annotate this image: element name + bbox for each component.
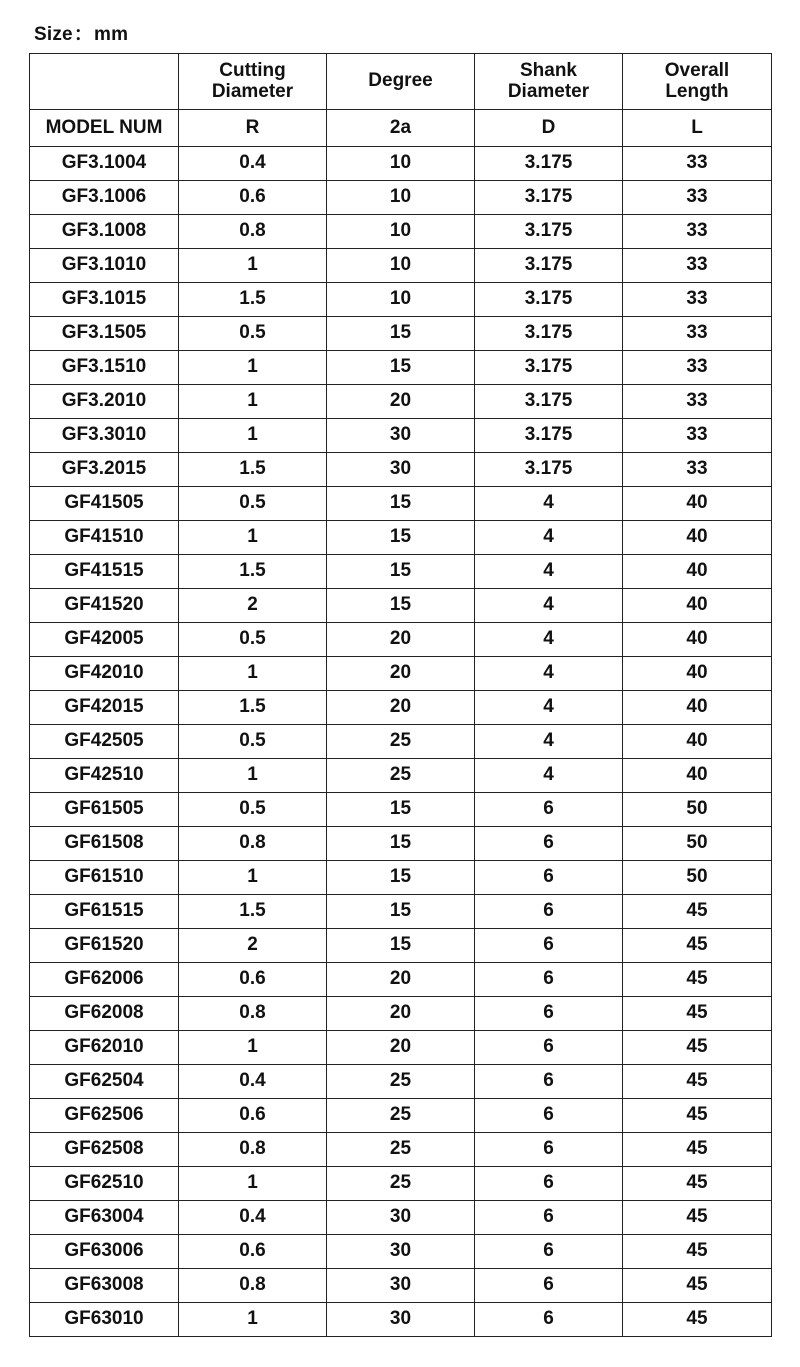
table-row	[30, 759, 772, 793]
cell-shank-diameter-column: 3.175	[475, 385, 623, 419]
cell-shank-diameter-column: 6	[475, 1167, 623, 1201]
cell-cutting-diameter-column: 0.4	[179, 147, 327, 181]
cell-degree-column: 15	[327, 895, 475, 929]
table-row	[30, 147, 772, 181]
cell-degree-column: 10	[327, 249, 475, 283]
cell-overall-length-column: 45	[623, 1269, 772, 1303]
cell-cutting-diameter-column: 0.5	[179, 725, 327, 759]
cell-shank-diameter-column: 3.175	[475, 283, 623, 317]
cell-overall-length-column: 40	[623, 589, 772, 623]
cell-degree-column: 20	[327, 963, 475, 997]
cell-cutting-diameter-column: 2	[179, 589, 327, 623]
cell-overall-length-column: 45	[623, 963, 772, 997]
cell-degree-column: 10	[327, 181, 475, 215]
cell-degree-column: 15	[327, 589, 475, 623]
cell-model-column: GF61510	[30, 861, 179, 895]
header-symbol-cutting-diameter-column: R	[179, 110, 327, 147]
cell-degree-column: 25	[327, 725, 475, 759]
specification-table	[29, 53, 772, 1337]
table-row	[30, 1269, 772, 1303]
table-row	[30, 827, 772, 861]
cell-degree-column: 25	[327, 759, 475, 793]
cell-overall-length-column: 40	[623, 657, 772, 691]
cell-model-column: GF41505	[30, 487, 179, 521]
table-row	[30, 487, 772, 521]
cell-shank-diameter-column: 6	[475, 793, 623, 827]
header-symbol-shank-diameter-column: D	[475, 110, 623, 147]
cell-shank-diameter-column: 6	[475, 963, 623, 997]
cell-degree-column: 30	[327, 1269, 475, 1303]
cell-cutting-diameter-column: 0.8	[179, 215, 327, 249]
cell-overall-length-column: 50	[623, 793, 772, 827]
cell-degree-column: 25	[327, 1065, 475, 1099]
cell-degree-column: 20	[327, 997, 475, 1031]
cell-degree-column: 20	[327, 1031, 475, 1065]
table-row	[30, 521, 772, 555]
cell-overall-length-column: 45	[623, 1099, 772, 1133]
cell-cutting-diameter-column: 0.5	[179, 623, 327, 657]
cell-shank-diameter-column: 6	[475, 1269, 623, 1303]
cell-degree-column: 25	[327, 1099, 475, 1133]
table-row	[30, 1303, 772, 1337]
cell-cutting-diameter-column: 1	[179, 351, 327, 385]
cell-model-column: GF41520	[30, 589, 179, 623]
cell-model-column: GF42005	[30, 623, 179, 657]
cell-degree-column: 20	[327, 657, 475, 691]
cell-shank-diameter-column: 4	[475, 589, 623, 623]
cell-model-column: GF3.2010	[30, 385, 179, 419]
cell-model-column: GF63010	[30, 1303, 179, 1337]
cell-overall-length-column: 33	[623, 283, 772, 317]
cell-overall-length-column: 33	[623, 215, 772, 249]
cell-cutting-diameter-column: 0.5	[179, 317, 327, 351]
table-row	[30, 861, 772, 895]
cell-cutting-diameter-column: 1.5	[179, 555, 327, 589]
cell-degree-column: 30	[327, 1235, 475, 1269]
cell-cutting-diameter-column: 0.4	[179, 1201, 327, 1235]
cell-model-column: GF41510	[30, 521, 179, 555]
table-row	[30, 895, 772, 929]
cell-shank-diameter-column: 6	[475, 1133, 623, 1167]
cell-degree-column: 20	[327, 691, 475, 725]
cell-degree-column: 25	[327, 1133, 475, 1167]
cell-degree-column: 15	[327, 793, 475, 827]
cell-degree-column: 25	[327, 1167, 475, 1201]
cell-overall-length-column: 40	[623, 623, 772, 657]
cell-overall-length-column: 33	[623, 317, 772, 351]
table-row	[30, 181, 772, 215]
cell-shank-diameter-column: 6	[475, 1235, 623, 1269]
cell-degree-column: 15	[327, 555, 475, 589]
cell-degree-column: 15	[327, 521, 475, 555]
cell-shank-diameter-column: 6	[475, 1201, 623, 1235]
table-row	[30, 249, 772, 283]
cell-cutting-diameter-column: 1	[179, 759, 327, 793]
cell-shank-diameter-column: 4	[475, 759, 623, 793]
table-row	[30, 215, 772, 249]
cell-cutting-diameter-column: 1	[179, 861, 327, 895]
cell-overall-length-column: 40	[623, 521, 772, 555]
header-label-degree-column: Degree	[327, 54, 475, 110]
cell-cutting-diameter-column: 0.6	[179, 1235, 327, 1269]
cell-overall-length-column: 40	[623, 691, 772, 725]
cell-cutting-diameter-column: 0.4	[179, 1065, 327, 1099]
cell-model-column: GF63004	[30, 1201, 179, 1235]
table-row	[30, 555, 772, 589]
cell-shank-diameter-column: 3.175	[475, 453, 623, 487]
cell-shank-diameter-column: 6	[475, 895, 623, 929]
cell-cutting-diameter-column: 1	[179, 249, 327, 283]
table-row	[30, 453, 772, 487]
size-unit: mm	[94, 24, 129, 45]
table-row	[30, 623, 772, 657]
cell-model-column: GF63008	[30, 1269, 179, 1303]
table-row	[30, 1099, 772, 1133]
table-row	[30, 657, 772, 691]
cell-overall-length-column: 33	[623, 249, 772, 283]
cell-shank-diameter-column: 6	[475, 1031, 623, 1065]
cell-shank-diameter-column: 6	[475, 1065, 623, 1099]
table-row	[30, 1065, 772, 1099]
cell-model-column: GF41515	[30, 555, 179, 589]
cell-degree-column: 10	[327, 215, 475, 249]
cell-overall-length-column: 45	[623, 929, 772, 963]
cell-degree-column: 10	[327, 283, 475, 317]
table-row	[30, 1235, 772, 1269]
cell-overall-length-column: 40	[623, 555, 772, 589]
cell-overall-length-column: 45	[623, 1031, 772, 1065]
header-row-symbols	[30, 110, 772, 147]
cell-cutting-diameter-column: 2	[179, 929, 327, 963]
table-row	[30, 283, 772, 317]
cell-cutting-diameter-column: 0.8	[179, 1133, 327, 1167]
cell-cutting-diameter-column: 1	[179, 385, 327, 419]
cell-model-column: GF42010	[30, 657, 179, 691]
cell-overall-length-column: 40	[623, 759, 772, 793]
cell-shank-diameter-column: 4	[475, 487, 623, 521]
header-label-overall-length-column: Overall Length	[623, 54, 772, 110]
cell-model-column: GF3.1015	[30, 283, 179, 317]
cell-overall-length-column: 50	[623, 861, 772, 895]
cell-model-column: GF3.2015	[30, 453, 179, 487]
cell-shank-diameter-column: 4	[475, 555, 623, 589]
cell-cutting-diameter-column: 0.5	[179, 487, 327, 521]
table-row	[30, 385, 772, 419]
cell-model-column: GF3.1010	[30, 249, 179, 283]
cell-cutting-diameter-column: 1	[179, 657, 327, 691]
cell-shank-diameter-column: 3.175	[475, 317, 623, 351]
header-symbol-model-column: MODEL NUM	[30, 110, 179, 147]
specification-table-body	[30, 54, 772, 1337]
cell-cutting-diameter-column: 0.8	[179, 997, 327, 1031]
cell-overall-length-column: 45	[623, 997, 772, 1031]
cell-model-column: GF3.1008	[30, 215, 179, 249]
cell-model-column: GF61505	[30, 793, 179, 827]
table-row	[30, 351, 772, 385]
cell-degree-column: 20	[327, 623, 475, 657]
cell-model-column: GF62008	[30, 997, 179, 1031]
cell-model-column: GF61508	[30, 827, 179, 861]
cell-model-column: GF62006	[30, 963, 179, 997]
cell-degree-column: 15	[327, 487, 475, 521]
cell-shank-diameter-column: 6	[475, 929, 623, 963]
cell-overall-length-column: 33	[623, 147, 772, 181]
cell-shank-diameter-column: 3.175	[475, 181, 623, 215]
header-label-cutting-diameter-column: Cutting Diameter	[179, 54, 327, 110]
cell-shank-diameter-column: 6	[475, 827, 623, 861]
cell-cutting-diameter-column: 0.8	[179, 1269, 327, 1303]
size-label: Size	[34, 24, 73, 45]
cell-cutting-diameter-column: 1	[179, 1031, 327, 1065]
header-symbol-overall-length-column: L	[623, 110, 772, 147]
cell-model-column: GF42015	[30, 691, 179, 725]
table-row	[30, 1167, 772, 1201]
cell-model-column: GF3.1006	[30, 181, 179, 215]
table-row	[30, 1201, 772, 1235]
cell-cutting-diameter-column: 0.8	[179, 827, 327, 861]
cell-model-column: GF3.1510	[30, 351, 179, 385]
cell-cutting-diameter-column: 1	[179, 521, 327, 555]
cell-model-column: GF61520	[30, 929, 179, 963]
cell-overall-length-column: 45	[623, 895, 772, 929]
cell-model-column: GF62510	[30, 1167, 179, 1201]
cell-degree-column: 30	[327, 1303, 475, 1337]
cell-overall-length-column: 45	[623, 1133, 772, 1167]
cell-overall-length-column: 33	[623, 453, 772, 487]
cell-cutting-diameter-column: 1	[179, 1167, 327, 1201]
cell-model-column: GF62508	[30, 1133, 179, 1167]
cell-overall-length-column: 40	[623, 487, 772, 521]
cell-cutting-diameter-column: 1.5	[179, 895, 327, 929]
cell-cutting-diameter-column: 0.5	[179, 793, 327, 827]
cell-shank-diameter-column: 6	[475, 1099, 623, 1133]
cell-cutting-diameter-column: 1	[179, 419, 327, 453]
cell-model-column: GF42510	[30, 759, 179, 793]
table-row	[30, 317, 772, 351]
cell-shank-diameter-column: 4	[475, 623, 623, 657]
cell-degree-column: 15	[327, 827, 475, 861]
cell-cutting-diameter-column: 1.5	[179, 691, 327, 725]
cell-cutting-diameter-column: 0.6	[179, 963, 327, 997]
cell-overall-length-column: 33	[623, 419, 772, 453]
cell-shank-diameter-column: 4	[475, 725, 623, 759]
cell-model-column: GF62010	[30, 1031, 179, 1065]
cell-model-column: GF3.3010	[30, 419, 179, 453]
cell-degree-column: 15	[327, 929, 475, 963]
cell-overall-length-column: 33	[623, 181, 772, 215]
cell-shank-diameter-column: 4	[475, 691, 623, 725]
cell-shank-diameter-column: 3.175	[475, 215, 623, 249]
table-row	[30, 793, 772, 827]
table-row	[30, 589, 772, 623]
cell-model-column: GF62504	[30, 1065, 179, 1099]
cell-overall-length-column: 33	[623, 351, 772, 385]
table-row	[30, 725, 772, 759]
cell-shank-diameter-column: 3.175	[475, 147, 623, 181]
cell-shank-diameter-column: 4	[475, 521, 623, 555]
cell-model-column: GF42505	[30, 725, 179, 759]
table-row	[30, 1133, 772, 1167]
table-row	[30, 963, 772, 997]
header-label-model-column	[30, 54, 179, 110]
cell-overall-length-column: 50	[623, 827, 772, 861]
size-colon: ：	[73, 24, 94, 45]
table-row	[30, 929, 772, 963]
cell-degree-column: 15	[327, 351, 475, 385]
cell-model-column: GF3.1004	[30, 147, 179, 181]
table-row	[30, 1031, 772, 1065]
cell-model-column: GF3.1505	[30, 317, 179, 351]
cell-degree-column: 30	[327, 419, 475, 453]
cell-model-column: GF62506	[30, 1099, 179, 1133]
cell-model-column: GF61515	[30, 895, 179, 929]
cell-degree-column: 20	[327, 385, 475, 419]
cell-overall-length-column: 33	[623, 385, 772, 419]
size-unit-line	[34, 19, 128, 46]
cell-cutting-diameter-column: 0.6	[179, 181, 327, 215]
cell-degree-column: 15	[327, 317, 475, 351]
cell-shank-diameter-column: 3.175	[475, 249, 623, 283]
header-symbol-degree-column: 2a	[327, 110, 475, 147]
table-row	[30, 691, 772, 725]
header-label-shank-diameter-column: Shank Diameter	[475, 54, 623, 110]
table-row	[30, 997, 772, 1031]
cell-shank-diameter-column: 6	[475, 861, 623, 895]
cell-shank-diameter-column: 3.175	[475, 419, 623, 453]
cell-overall-length-column: 45	[623, 1065, 772, 1099]
cell-overall-length-column: 45	[623, 1303, 772, 1337]
table-row	[30, 419, 772, 453]
cell-overall-length-column: 40	[623, 725, 772, 759]
cell-cutting-diameter-column: 1.5	[179, 453, 327, 487]
cell-shank-diameter-column: 4	[475, 657, 623, 691]
cell-cutting-diameter-column: 1	[179, 1303, 327, 1337]
cell-degree-column: 10	[327, 147, 475, 181]
cell-cutting-diameter-column: 0.6	[179, 1099, 327, 1133]
cell-overall-length-column: 45	[623, 1235, 772, 1269]
cell-degree-column: 30	[327, 1201, 475, 1235]
header-row-labels	[30, 54, 772, 110]
cell-shank-diameter-column: 6	[475, 1303, 623, 1337]
cell-cutting-diameter-column: 1.5	[179, 283, 327, 317]
cell-model-column: GF63006	[30, 1235, 179, 1269]
cell-degree-column: 15	[327, 861, 475, 895]
cell-degree-column: 30	[327, 453, 475, 487]
cell-shank-diameter-column: 3.175	[475, 351, 623, 385]
cell-overall-length-column: 45	[623, 1201, 772, 1235]
cell-overall-length-column: 45	[623, 1167, 772, 1201]
cell-shank-diameter-column: 6	[475, 997, 623, 1031]
